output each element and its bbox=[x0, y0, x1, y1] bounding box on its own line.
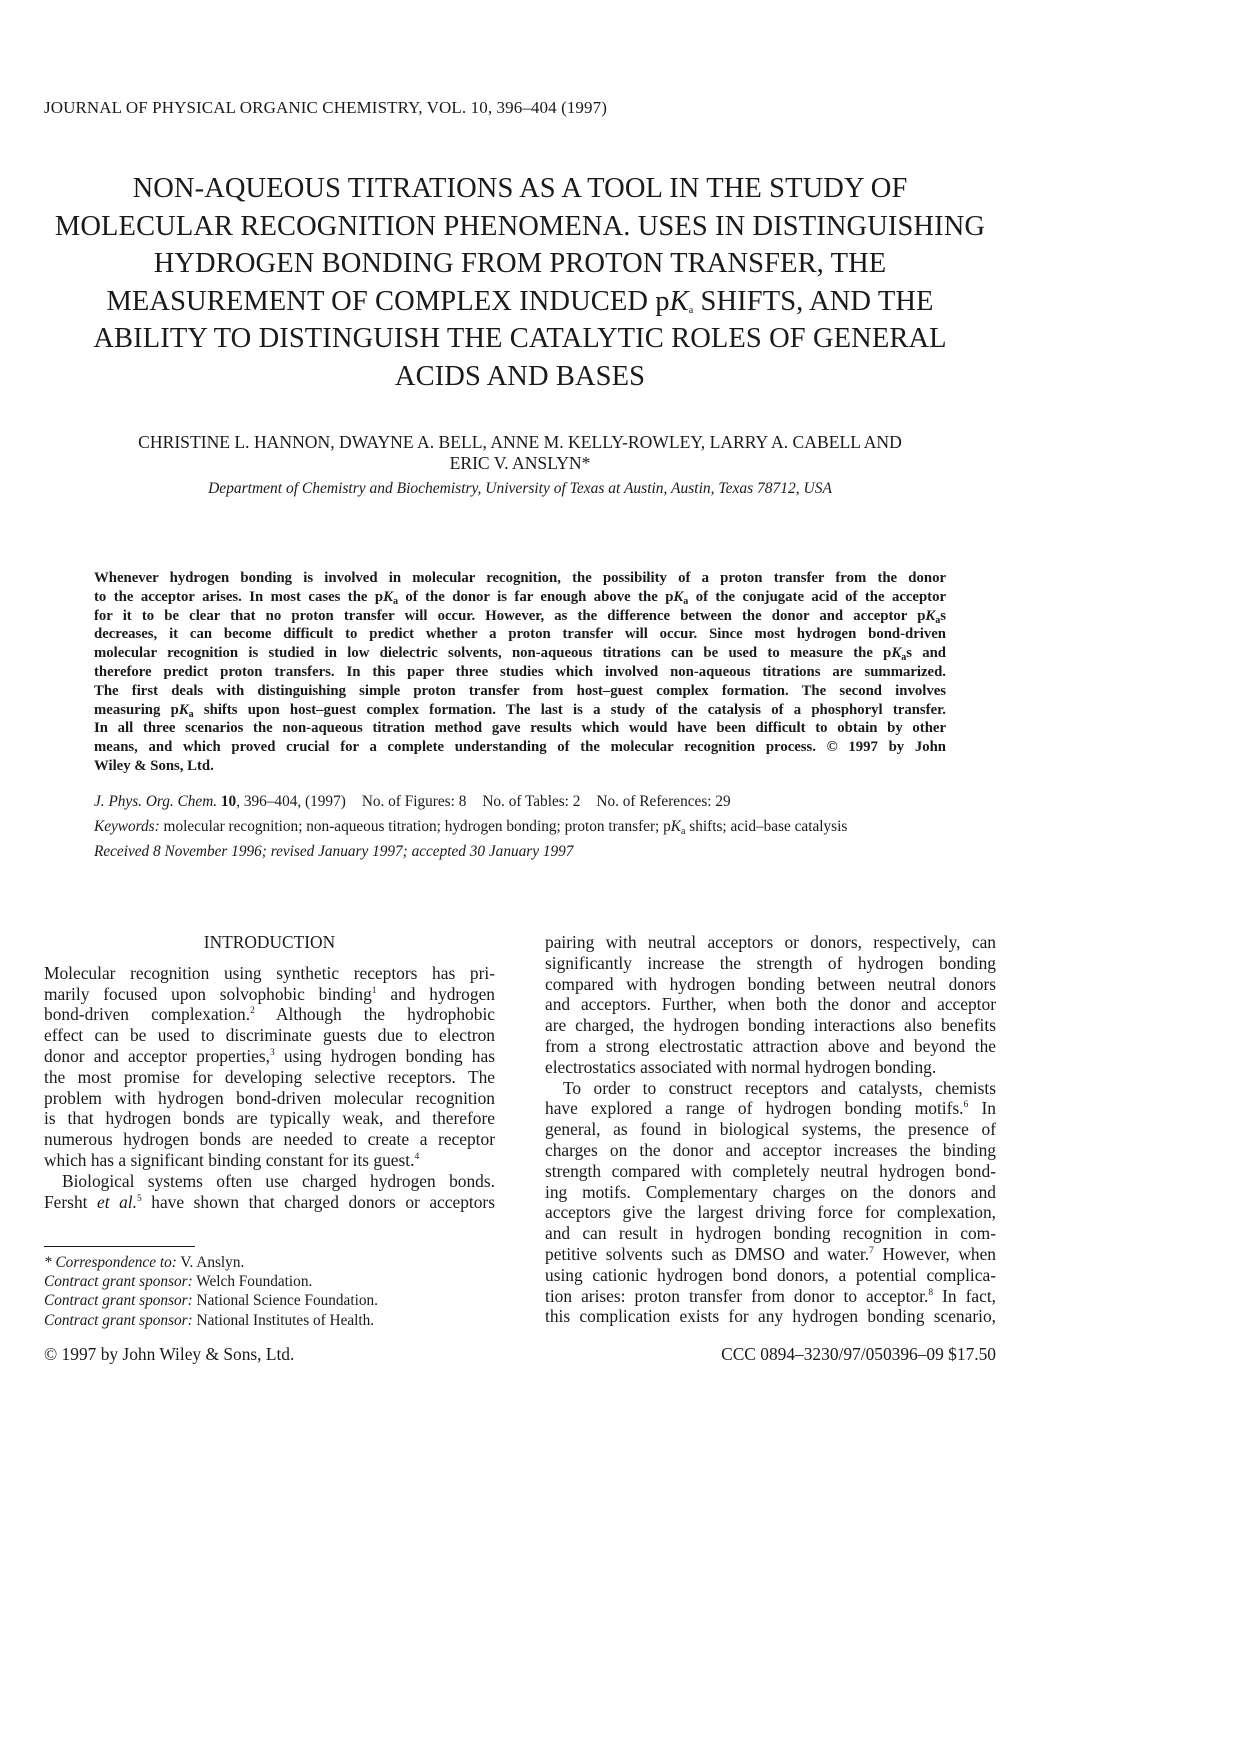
copyright-notice: © 1997 by John Wiley & Sons, Ltd. bbox=[44, 1344, 295, 1364]
text-line: and can result in hydrogen bonding recognition in com- bbox=[545, 1223, 996, 1244]
abstract-line: Wiley & Sons, Ltd. bbox=[94, 757, 214, 774]
text-line: significantly increase the strength of hydrogen bonding bbox=[545, 952, 996, 973]
footnotes bbox=[44, 1253, 378, 1330]
text-line: tion arises: proton transfer from donor to acceptor.$^8$ In fact, bbox=[545, 1285, 996, 1306]
text-line: and acceptors. Further, when both the donor and acceptor bbox=[545, 994, 996, 1015]
left-column bbox=[44, 932, 495, 1212]
keywords-line: Keywords: molecular recognition; non-aqueous titration; hydrogen bonding; proton transfer; $pK_a$ shifts; acid–base catalysis bbox=[94, 818, 848, 837]
text-line: effect can be used to discriminate guests due to electron bbox=[44, 1025, 495, 1046]
title-line: MOLECULAR RECOGNITION PHENOMENA. USES IN DISTINGUISHING bbox=[54, 210, 986, 242]
text-line: from a strong electrostatic attraction above and beyond the bbox=[545, 1035, 996, 1056]
text-line: Molecular recognition using synthetic receptors has pri- bbox=[44, 962, 495, 983]
abstract-line: The first deals with distinguishing simple proton transfer from host–guest complex formation. The second involves bbox=[94, 682, 946, 699]
ref-superscript: 5 bbox=[136, 1193, 142, 1204]
title-line: ABILITY TO DISTINGUISH THE CATALYTIC ROLES OF GENERAL bbox=[93, 323, 947, 355]
ref-superscript: 8 bbox=[928, 1287, 934, 1298]
author-list bbox=[40, 432, 1000, 474]
footnote-divider bbox=[44, 1246, 195, 1247]
ref-superscript: 6 bbox=[963, 1100, 969, 1111]
citation-line: J. Phys. Org. Chem. 10, 396–404, (1997) No. of Figures: 8 No. of Tables: 2 No. of References: 29 bbox=[94, 793, 731, 810]
text-line: petitive solvents such as DMSO and water.$^7$ However, when bbox=[545, 1243, 996, 1264]
ccc-code: CCC 0894–3230/97/050396–09 $17.50 bbox=[721, 1344, 996, 1364]
text-line: strength compared with completely neutral hydrogen bond- bbox=[545, 1160, 996, 1181]
abstract-line: means, and which proved crucial for a complete understanding of the molecular recognition process. © 1997 by John bbox=[94, 739, 946, 756]
abstract bbox=[94, 569, 946, 776]
text-line: Fersht et al.$^5$ have shown that charged donors or acceptors bbox=[44, 1191, 495, 1212]
footnote-correspondence: * Correspondence to: V. Anslyn. bbox=[44, 1254, 245, 1271]
abstract-line: Whenever hydrogen bonding is involved in molecular recognition, the possibility of a proton transfer from the donor bbox=[94, 570, 946, 586]
text-line: Biological systems often use charged hydrogen bonds. bbox=[62, 1170, 495, 1191]
text-line: the most promise for developing selective receptors. The bbox=[44, 1066, 495, 1087]
footnote-sponsor: Contract grant sponsor: National Science Foundation. bbox=[44, 1292, 378, 1310]
text-line: marily focused upon solvophobic binding$^1$ and hydrogen bbox=[44, 983, 495, 1004]
ref-superscript: 2 bbox=[250, 1006, 255, 1017]
title-line: NON-AQUEOUS TITRATIONS AS A TOOL IN THE STUDY OF bbox=[132, 173, 908, 204]
abstract-line: measuring $pK_a$ shifts upon host–guest complex formation. The last is a study of the catalysis of a phosphoryl transfer. bbox=[94, 701, 946, 720]
text-line: are charged, the hydrogen bonding interactions also benefits bbox=[545, 1015, 996, 1036]
text-line: have explored a range of hydrogen bonding motifs.$^6$ In bbox=[545, 1098, 996, 1119]
text-line: ing motifs. Complementary charges on the donors and bbox=[545, 1181, 996, 1202]
author-line: ERIC V. ANSLYN* bbox=[449, 453, 591, 473]
abstract-line: therefore predict proton transfers. In this paper three studies which involved non-aqueous titrations are summarized. bbox=[94, 663, 946, 680]
ref-superscript: 1 bbox=[371, 985, 377, 996]
text-line: pairing with neutral acceptors or donors, respectively, can bbox=[545, 932, 996, 952]
received-dates: Received 8 November 1996; revised January 1997; accepted 30 January 1997 bbox=[94, 843, 574, 860]
section-heading: INTRODUCTION bbox=[203, 932, 336, 952]
paper-title bbox=[40, 170, 1000, 396]
title-line: HYDROGEN BONDING FROM PROTON TRANSFER, THE bbox=[153, 248, 887, 280]
text-line: donor and acceptor properties,$^3$ using hydrogen bonding has bbox=[44, 1045, 495, 1066]
right-column bbox=[545, 932, 996, 1327]
text-line: which has a significant binding constant for its guest.$^4$ bbox=[44, 1149, 420, 1170]
author-line: CHRISTINE L. HANNON, DWAYNE A. BELL, ANNE M. KELLY-ROWLEY, LARRY A. CABELL AND bbox=[138, 432, 902, 452]
text-line: using cationic hydrogen bond donors, a potential complica- bbox=[545, 1264, 996, 1285]
journal-header: JOURNAL OF PHYSICAL ORGANIC CHEMISTRY, VOL. 10, 396–404 (1997) bbox=[44, 98, 607, 117]
text-line: acceptors give the largest driving force for complexation, bbox=[545, 1202, 996, 1223]
ref-superscript: 3 bbox=[269, 1047, 275, 1058]
footnote-sponsor: Contract grant sponsor: Welch Foundation. bbox=[44, 1273, 313, 1291]
text-line: problem with hydrogen bond-driven molecular recognition bbox=[44, 1087, 495, 1108]
text-line: compared with hydrogen bonding between neutral donors bbox=[545, 973, 996, 994]
title-line: MEASUREMENT OF COMPLEX INDUCED $pK_a$ SHIFTS, AND THE bbox=[106, 285, 934, 317]
ref-superscript: 4 bbox=[414, 1151, 420, 1162]
ref-superscript: 7 bbox=[869, 1245, 874, 1256]
abstract-line: molecular recognition is studied in low dielectric solvents, non-aqueous titrations can be used to measure the $pK_as$ and bbox=[94, 645, 946, 664]
abstract-line: In all three scenarios the non-aqueous titration method gave results which would have been difficult to obtain by other bbox=[94, 720, 946, 737]
abstract-line: decreases, it can become difficult to predict whether a proton transfer will occur. Since most hydrogen bond-driven bbox=[94, 626, 946, 643]
text-line: this complication exists for any hydrogen bonding scenario, bbox=[545, 1306, 996, 1327]
affiliation: Department of Chemistry and Biochemistry, University of Texas at Austin, Austin, Texas 78712, USA bbox=[208, 480, 832, 497]
abstract-line: for it to be clear that no proton transfer will occur. However, as the difference between the donor and acceptor $pK_as$ bbox=[94, 607, 946, 626]
footnote-sponsor: Contract grant sponsor: National Institutes of Health. bbox=[44, 1311, 375, 1329]
text-line: numerous hydrogen bonds are needed to create a receptor bbox=[44, 1129, 495, 1150]
text-line: electrostatics associated with normal hydrogen bonding. bbox=[545, 1056, 937, 1077]
abstract-line: to the acceptor arises. In most cases the $pK_a$ of the donor is far enough above the $pK_a$ of the conjugate acid of the acceptor bbox=[94, 588, 946, 607]
title-line: ACIDS AND BASES bbox=[394, 360, 646, 392]
text-line: charges on the donor and acceptor increases the binding bbox=[545, 1139, 996, 1160]
text-line: is that hydrogen bonds are typically weak, and therefore bbox=[44, 1108, 495, 1129]
text-line: To order to construct receptors and catalysts, chemists bbox=[563, 1077, 996, 1098]
text-line: bond-driven complexation.$^2$ Although the hydrophobic bbox=[44, 1004, 495, 1025]
text-line: general, as found in biological systems, the presence of bbox=[545, 1119, 996, 1140]
